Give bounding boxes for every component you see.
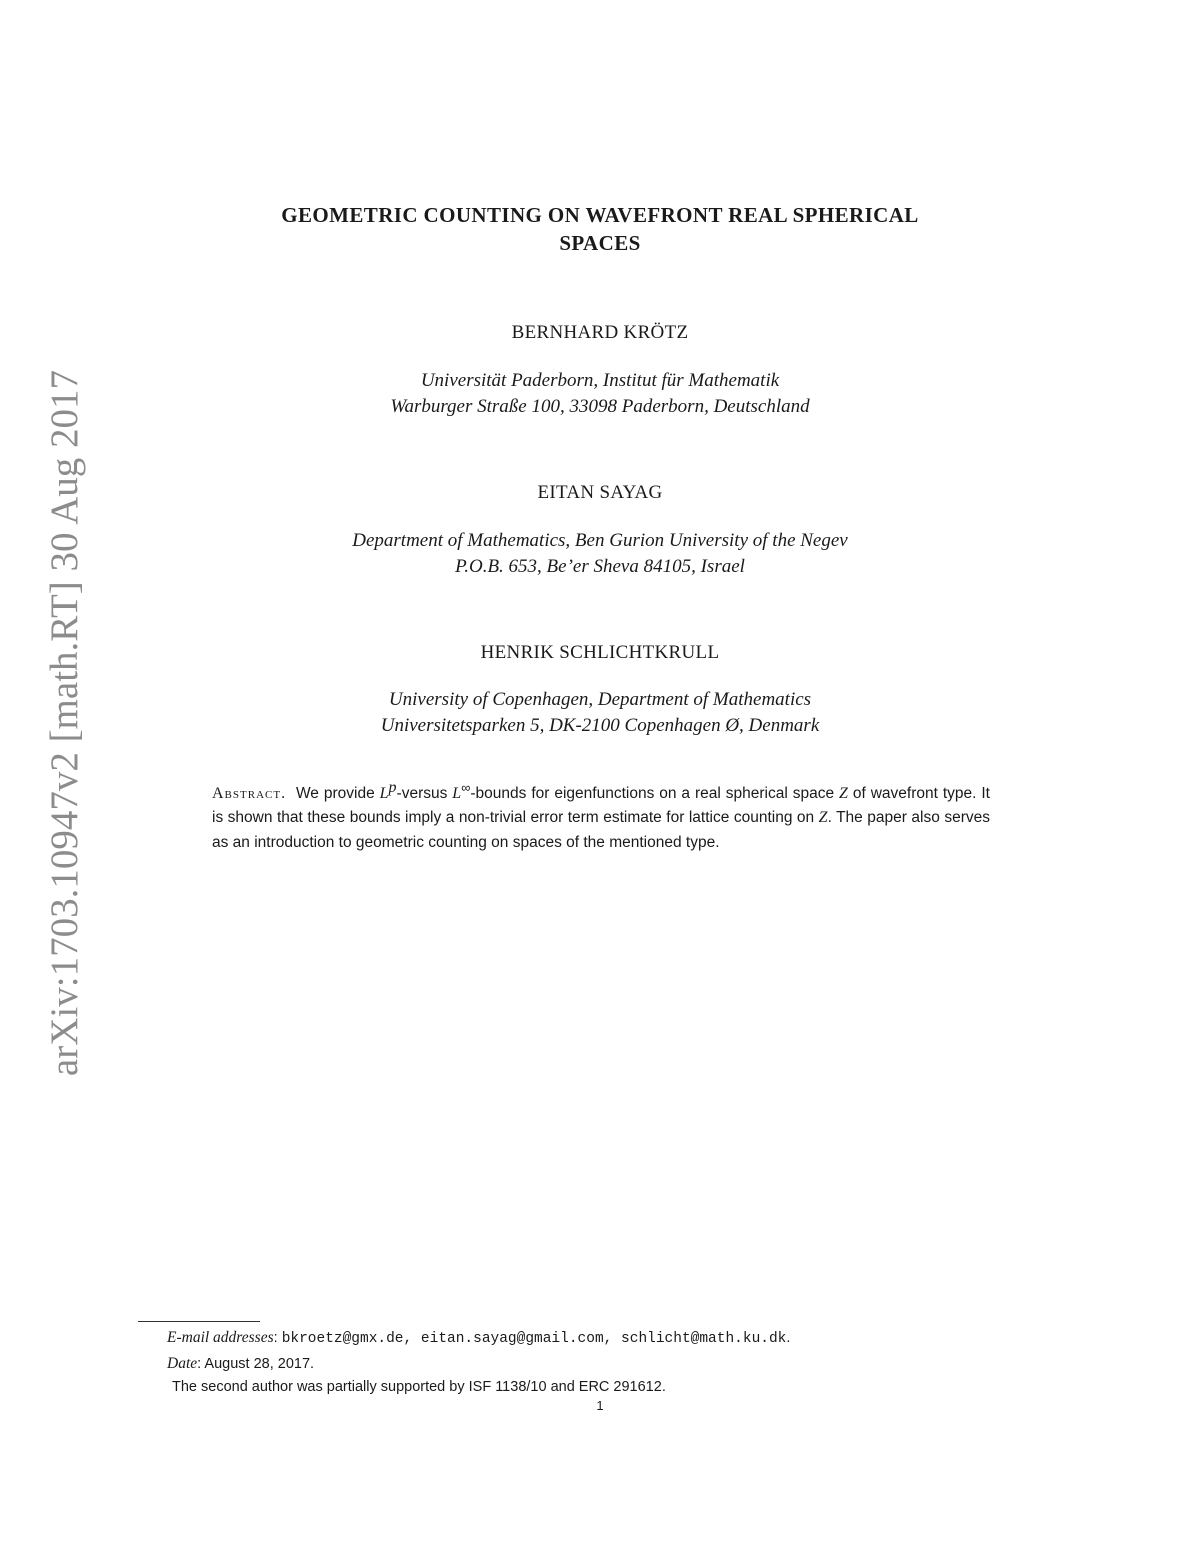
footnote-emails — [167, 1326, 1047, 1352]
title-line-1: GEOMETRIC COUNTING ON WAVEFRONT REAL SPHERICAL — [281, 203, 919, 227]
author-name-3: HENRIK SCHLICHTKRULL — [480, 642, 720, 663]
author-affiliation-1 — [150, 368, 1050, 420]
date-label: Date — [167, 1354, 198, 1372]
paper-title — [150, 201, 1050, 257]
abstract — [212, 776, 990, 855]
footnote-text: : — [273, 1330, 282, 1346]
footnote-text: . — [786, 1330, 791, 1346]
footnote-support: The second author was partially supported by ISF 1138/10 and ERC 291612. — [172, 1379, 666, 1395]
author-name-1: BERNHARD KRÖTZ — [511, 322, 689, 343]
author-name-2: EITAN SAYAG — [537, 482, 663, 503]
affiliation-line: Warburger Straße 100, 33098 Paderborn, Deutschland — [390, 396, 810, 417]
affiliation-line: Department of Mathematics, Ben Gurion University of the Negev — [352, 530, 848, 551]
date-value: : August 28, 2017. — [197, 1355, 315, 1372]
affiliation-line: University of Copenhagen, Department of Mathematics — [388, 689, 812, 710]
math-symbol: L — [452, 785, 462, 803]
math-symbol: L — [379, 785, 389, 803]
author-affiliation-2 — [150, 528, 1050, 580]
abstract-label: Abstract. — [212, 785, 287, 803]
footnote-date — [167, 1352, 1047, 1377]
affiliation-line: P.O.B. 653, Be’er Sheva 84105, Israel — [455, 556, 745, 577]
page-number: 1 — [596, 1398, 604, 1413]
title-line-2: SPACES — [559, 231, 641, 255]
math-symbol: Z — [818, 809, 828, 827]
author-affiliation-3 — [150, 687, 1050, 739]
abstract-text: -bounds for eigenfunctions on a real spherical space — [470, 785, 840, 803]
abstract-text: -versus — [396, 785, 453, 803]
footnote-rule — [138, 1321, 260, 1322]
email-addresses: bkroetz@gmx.de, eitan.sayag@gmail.com, schlicht@math.ku.dk — [281, 1331, 787, 1347]
affiliation-line: Universität Paderborn, Institut für Mathematik — [420, 370, 780, 391]
abstract-text: We provide — [295, 785, 380, 803]
math-symbol: Z — [839, 785, 848, 803]
math-superscript: ∞ — [461, 780, 471, 795]
email-label: E-mail addresses — [167, 1329, 274, 1346]
affiliation-line: Universitetsparken 5, DK-2100 Copenhagen Ø, Denmark — [380, 715, 820, 736]
abstract-text: . The paper also serves as an introduction to geometric counting on spaces of the mentioned type. — [212, 809, 990, 851]
footnotes — [167, 1326, 1047, 1400]
arxiv-identifier-stamp: arXiv:1703.10947v2 [math.RT] 30 Aug 2017 — [43, 369, 86, 1077]
abstract-text: of wavefront type. It is shown that these bounds imply a non-trivial error term estimate for lattice counting on — [212, 785, 990, 827]
math-superscript: p — [388, 779, 397, 796]
